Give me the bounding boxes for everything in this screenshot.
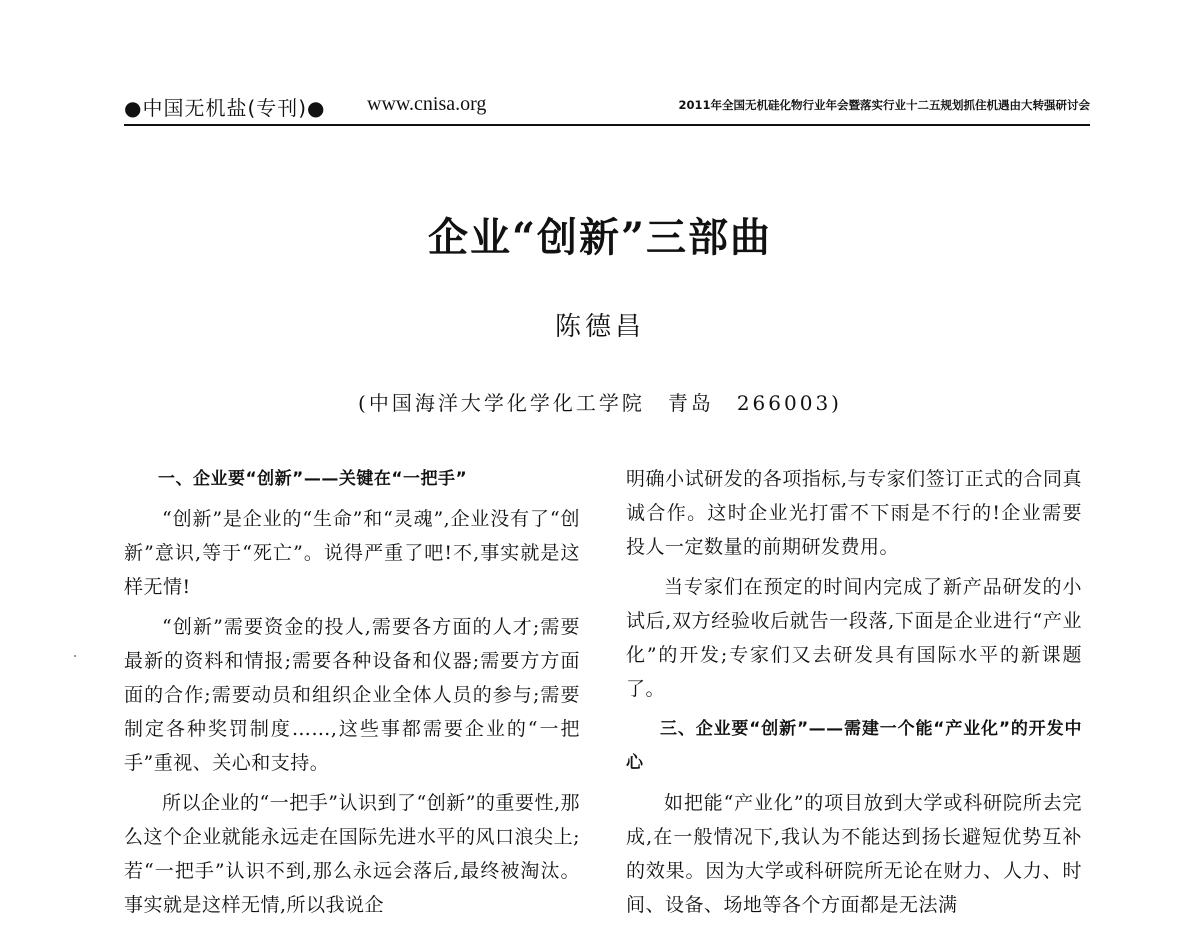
paragraph-continued: 明确小试研发的各项指标,与专家们签订正式的合同真诚合作。这时企业光打雷不下雨是不行的!企业需要投人一定数量的前期研发费用。 (626, 468, 1082, 558)
paragraph: “创新”需要资金的投人,需要各方面的人才;需要最新的资料和情报;需要各种设备和仪器;需要方方面面的合作;需要动员和组织企业全体人员的参与;需要制定各种奖罚制度……,这些事都需要企业的“一把手”重视、关心和支持。 (124, 616, 580, 774)
paragraph: 如把能“产业化”的项目放到大学或科研院所去完成,在一般情况下,我认为不能达到扬长避短优势互补的效果。因为大学或科研院所无论在财力、人力、时间、设备、场地等各个方面都是无法满 (626, 792, 1082, 916)
section-heading-3: 三、企业要“创新”——需建一个能“产业化”的开发中心 (626, 719, 1082, 773)
section-heading-1: 一、企业要“创新”——关键在“一把手” (158, 469, 468, 489)
running-header (124, 88, 1090, 126)
author-affiliation: (中国海洋大学化学化工学院 青岛 266003) (358, 391, 842, 415)
paragraph: 当专家们在预定的时间内完成了新产品研发的小试后,双方经验收后就告一段落,下面是企业进行“产业化”的开发;专家们又去研发具有国际水平的新课题了。 (626, 576, 1082, 700)
scan-speck (74, 655, 76, 657)
journal-name: ●中国无机盐(专刊)● (124, 96, 326, 120)
article-title: 企业“创新”三部曲 (427, 214, 772, 261)
right-column (626, 462, 1082, 928)
conference-name: 2011年全国无机硅化物行业年会暨落实行业十二五规划抓住机遇由大转强研讨会 (678, 98, 1090, 112)
paragraph: “创新”是企业的“生命”和“灵魂”,企业没有了“创新”意识,等于“死亡”。说得严重了吧!不,事实就是这样无情! (124, 508, 580, 598)
article-author: 陈德昌 (554, 312, 645, 342)
left-column (124, 462, 580, 928)
journal-url[interactable]: www.cnisa.org (367, 93, 487, 115)
paragraph: 所以企业的“一把手”认识到了“创新”的重要性,那么这个企业就能永远走在国际先进水平的风口浪尖上;若“一把手”认识不到,那么永远会落后,最终被淘汰。事实就是这样无情,所以我说企 (124, 792, 580, 916)
